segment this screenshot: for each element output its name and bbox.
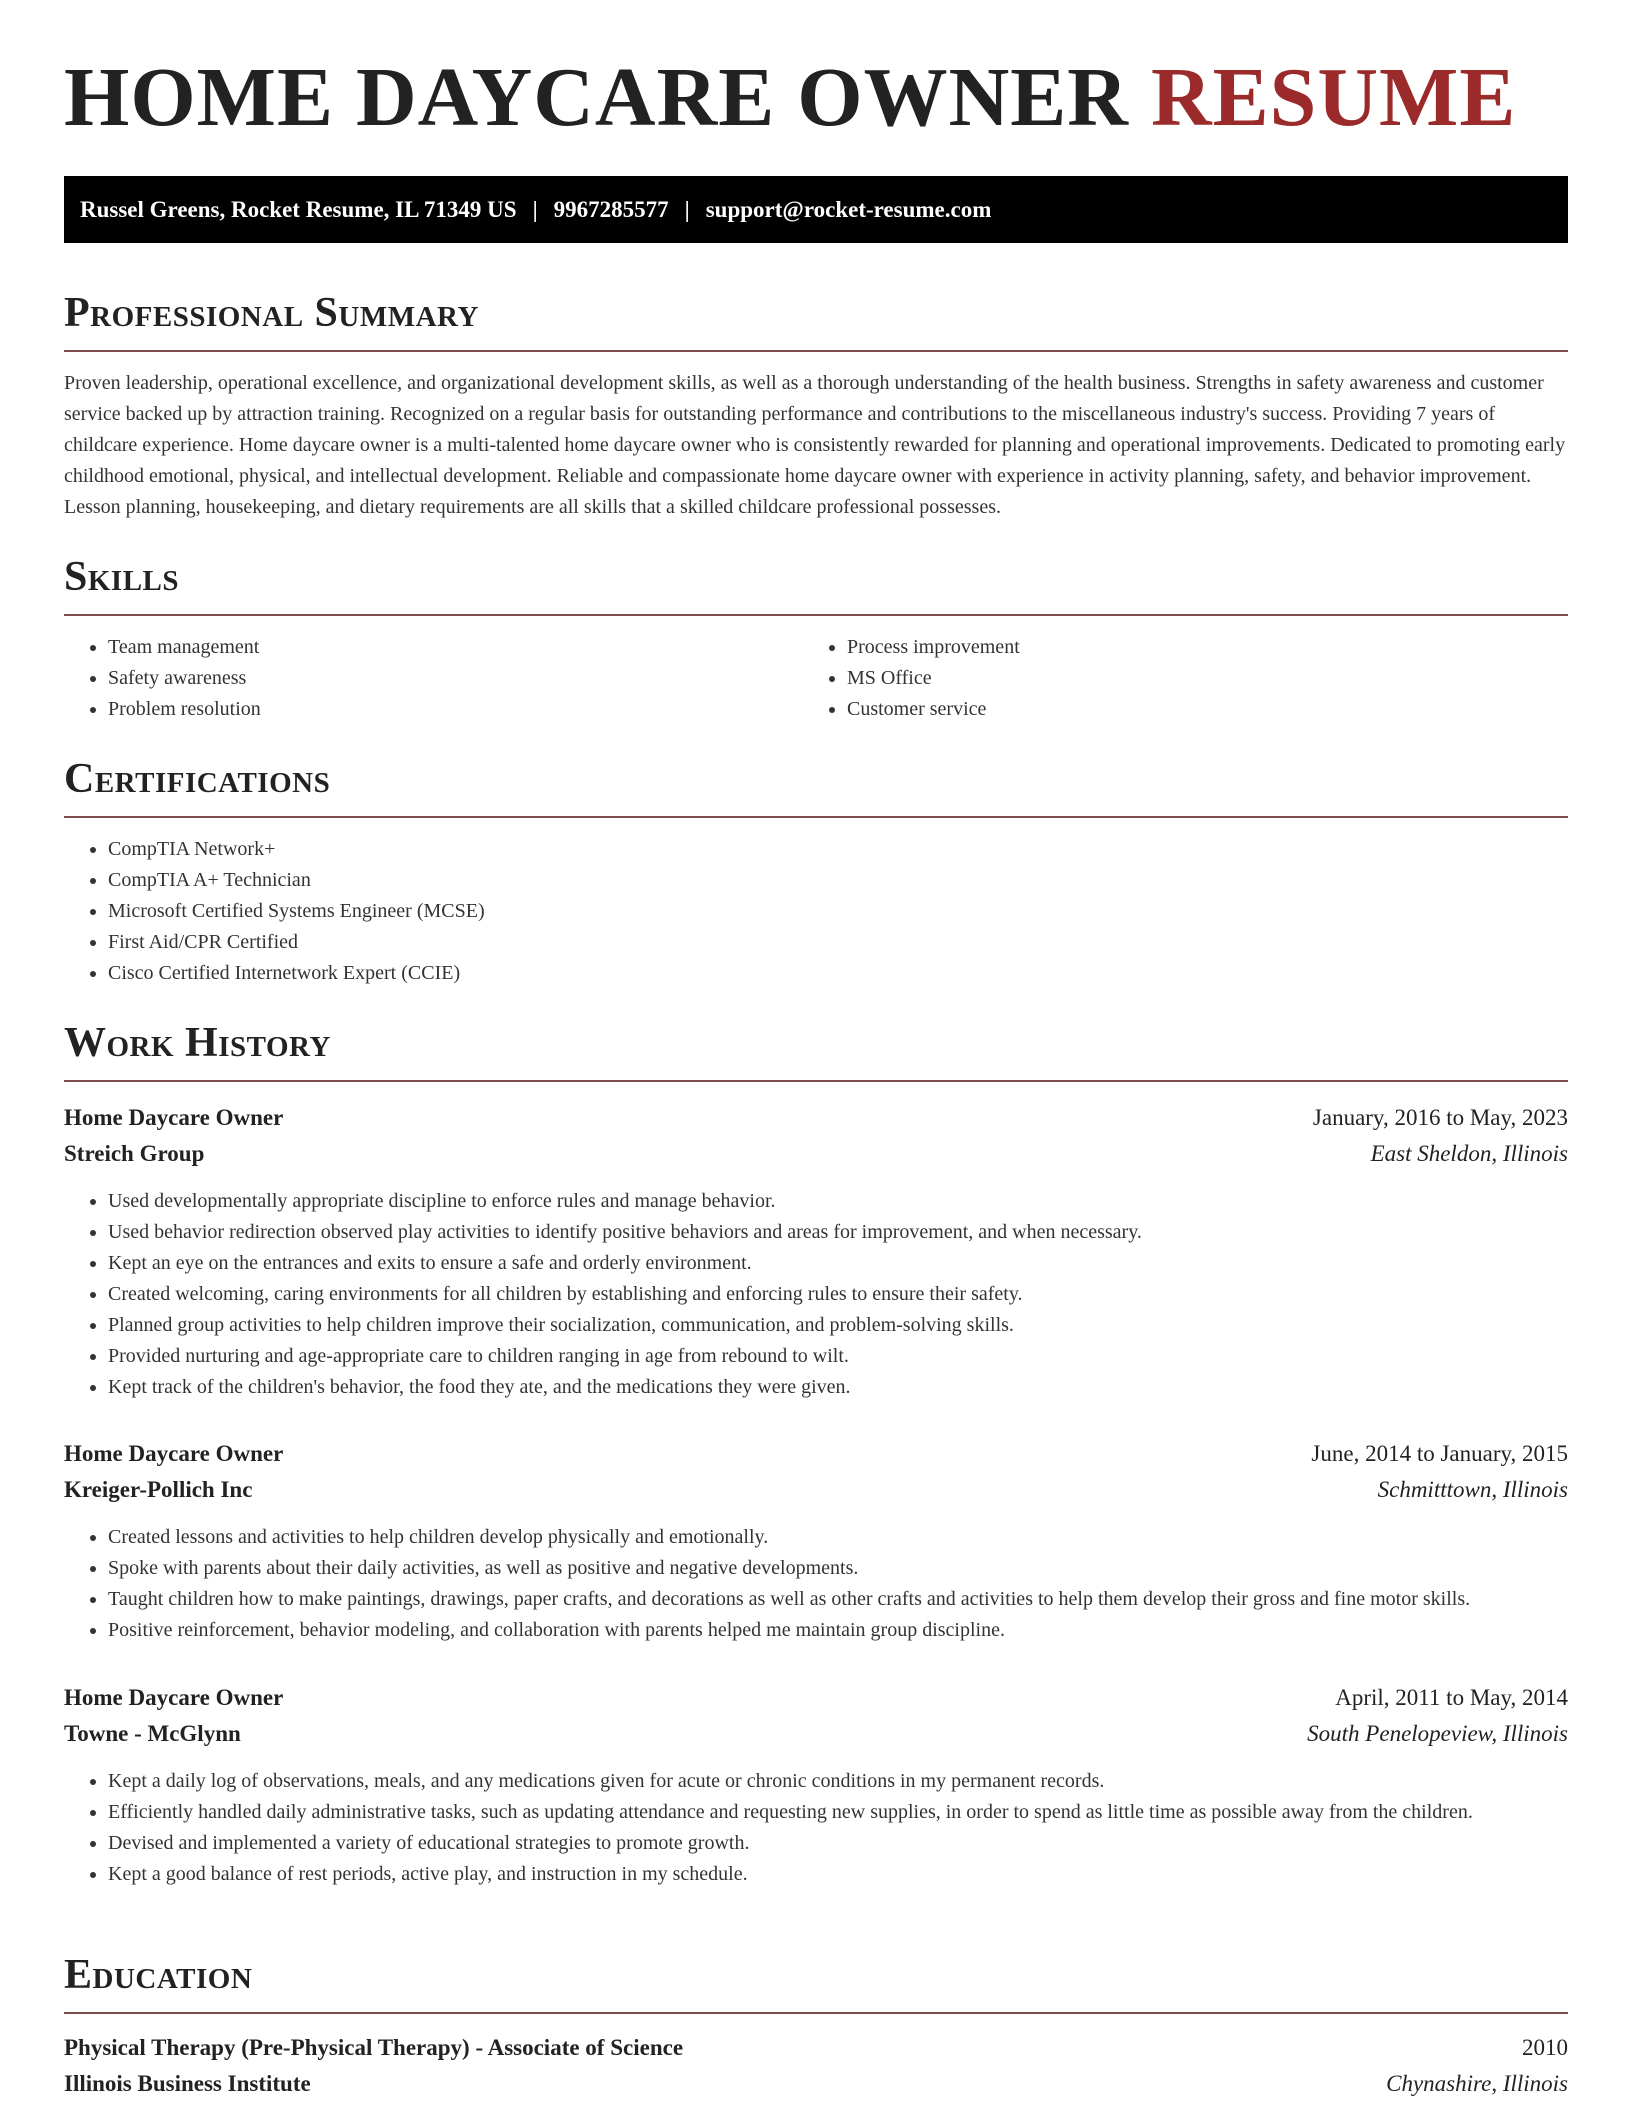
contact-separator: | [684, 196, 690, 222]
section-divider [64, 350, 1568, 352]
job-title: Home Daycare Owner [64, 1685, 284, 1710]
education-year: 2010 [1522, 2035, 1568, 2060]
list-item: • Taught children how to make paintings, drawings, paper crafts, and decorations as well as other crafts and activities to help them develop their gross and fine motor skills. [108, 1584, 1612, 1615]
job-company: Kreiger-Pollich Inc [64, 1477, 253, 1502]
list-item: • Kept an eye on the entrances and exits to ensure a safe and orderly environment. [108, 1248, 1568, 1279]
title-accent: RESUME [1150, 51, 1517, 144]
job-subheader [64, 1472, 1568, 1508]
job-header [64, 1436, 1568, 1472]
job-company: Towne - McGlynn [64, 1721, 241, 1746]
job-subheader [64, 1716, 1568, 1752]
list-item: • CompTIA A+ Technician [108, 865, 1568, 896]
job-dates: April, 2011 to May, 2014 [1335, 1685, 1568, 1710]
education-subheader [64, 2066, 1568, 2102]
skills-list-left [64, 632, 808, 725]
section-divider [64, 1080, 1568, 1082]
education-location: Chynashire, Illinois [1386, 2071, 1568, 2096]
section-divider [64, 2012, 1568, 2014]
list-item: • Kept a daily log of observations, meals, and any medications given for acute or chronic conditions in my permanent records. [108, 1766, 1568, 1797]
list-item: • Provided nurturing and age-appropriate care to children ranging in age from rebound to wilt. [108, 1341, 1568, 1372]
job-dates: January, 2016 to May, 2023 [1312, 1105, 1568, 1130]
job-title: Home Daycare Owner [64, 1441, 284, 1466]
list-item: • Created welcoming, caring environments for all children by establishing and enforcing rules to ensure their safety. [108, 1279, 1568, 1310]
list-item: • Customer service [847, 694, 1547, 725]
list-item: • Kept a good balance of rest periods, active play, and instruction in my schedule. [108, 1859, 1568, 1890]
list-item: • Positive reinforcement, behavior modeling, and collaboration with parents helped me maintain group discipline. [108, 1615, 1612, 1646]
list-item: • Spoke with parents about their daily activities, as well as positive and negative developments. [108, 1553, 1612, 1584]
skills-list-right [803, 632, 1547, 725]
list-item: • Kept track of the children's behavior, the food they ate, and the medications they were given. [108, 1372, 1568, 1403]
list-item: • Planned group activities to help children improve their socialization, communication, and problem-solving skills. [108, 1310, 1568, 1341]
job-company: Streich Group [64, 1141, 205, 1166]
education-header [64, 2030, 1568, 2066]
job-dates: June, 2014 to January, 2015 [1311, 1441, 1568, 1466]
list-item: • Problem resolution [108, 694, 808, 725]
work-history-heading: Work History [64, 1020, 331, 1066]
education-heading: Education [64, 1952, 253, 1998]
job-location: East Sheldon, Illinois [1370, 1141, 1568, 1166]
list-item: • Efficiently handled daily administrative tasks, such as updating attendance and requesting new supplies, in order to spend as little time as possible away from the children. [108, 1797, 1568, 1828]
job-header [64, 1680, 1568, 1716]
list-item: • Cisco Certified Internetwork Expert (CCIE) [108, 958, 1568, 989]
certifications-heading: Certifications [64, 756, 331, 802]
list-item: • Created lessons and activities to help children develop physically and emotionally. [108, 1522, 1612, 1553]
title-main: HOME DAYCARE OWNER [64, 51, 1129, 144]
job-title: Home Daycare Owner [64, 1105, 284, 1130]
contact-phone: 9967285577 [553, 196, 669, 222]
summary-heading: Professional Summary [64, 290, 479, 336]
education-degree: Physical Therapy (Pre-Physical Therapy) - Associate of Science [64, 2035, 684, 2060]
list-item: • Microsoft Certified Systems Engineer (MCSE) [108, 896, 1568, 927]
job-header [64, 1100, 1568, 1136]
certifications-list [64, 834, 1568, 989]
list-item: • Devised and implemented a variety of educational strategies to promote growth. [108, 1828, 1568, 1859]
list-item: • Team management [108, 632, 808, 663]
list-item: • Used developmentally appropriate discipline to enforce rules and manage behavior. [108, 1186, 1568, 1217]
job-location: Schmitttown, Illinois [1377, 1477, 1568, 1502]
resume-title [64, 51, 1517, 144]
list-item: • First Aid/CPR Certified [108, 927, 1568, 958]
contact-bar [64, 176, 1568, 243]
job-bullets [64, 1766, 1568, 1890]
contact-email: support@rocket-resume.com [705, 196, 992, 222]
job-subheader [64, 1136, 1568, 1172]
summary-text: Proven leadership, operational excellence, and organizational development skills, as well as a thorough understanding of the health business. Strengths in safety awareness and customer service backed up by attraction training. Recognized on a regular basis for outstanding performance and contributions to the miscellaneous industry's success. Providing 7 years of childcare experience. Home daycare owner is a multi-talented home daycare owner who is consistently rewarded for planning and operational improvements. Dedicated to promoting early childhood emotional, physical, and intellectual development. Reliable and compassionate home daycare owner with experience in activity planning, safety, and behavior improvement. Lesson planning, housekeeping, and dietary requirements are all skills that a skilled childcare professional possesses. [64, 372, 1566, 518]
list-item: • Used behavior redirection observed play activities to identify positive behaviors and areas for improvement, and when necessary. [108, 1217, 1568, 1248]
contact-address: Russel Greens, Rocket Resume, IL 71349 US [80, 196, 517, 222]
list-item: • Safety awareness [108, 663, 808, 694]
section-divider [64, 614, 1568, 616]
job-location: South Penelopeview, Illinois [1307, 1721, 1568, 1746]
education-school: Illinois Business Institute [64, 2071, 311, 2096]
contact-separator: | [532, 196, 538, 222]
job-bullets [64, 1186, 1568, 1403]
list-item: • Process improvement [847, 632, 1547, 663]
list-item: • MS Office [847, 663, 1547, 694]
section-divider [64, 816, 1568, 818]
list-item: • CompTIA Network+ [108, 834, 1568, 865]
skills-heading: Skills [64, 554, 180, 600]
job-bullets [64, 1522, 1612, 1646]
